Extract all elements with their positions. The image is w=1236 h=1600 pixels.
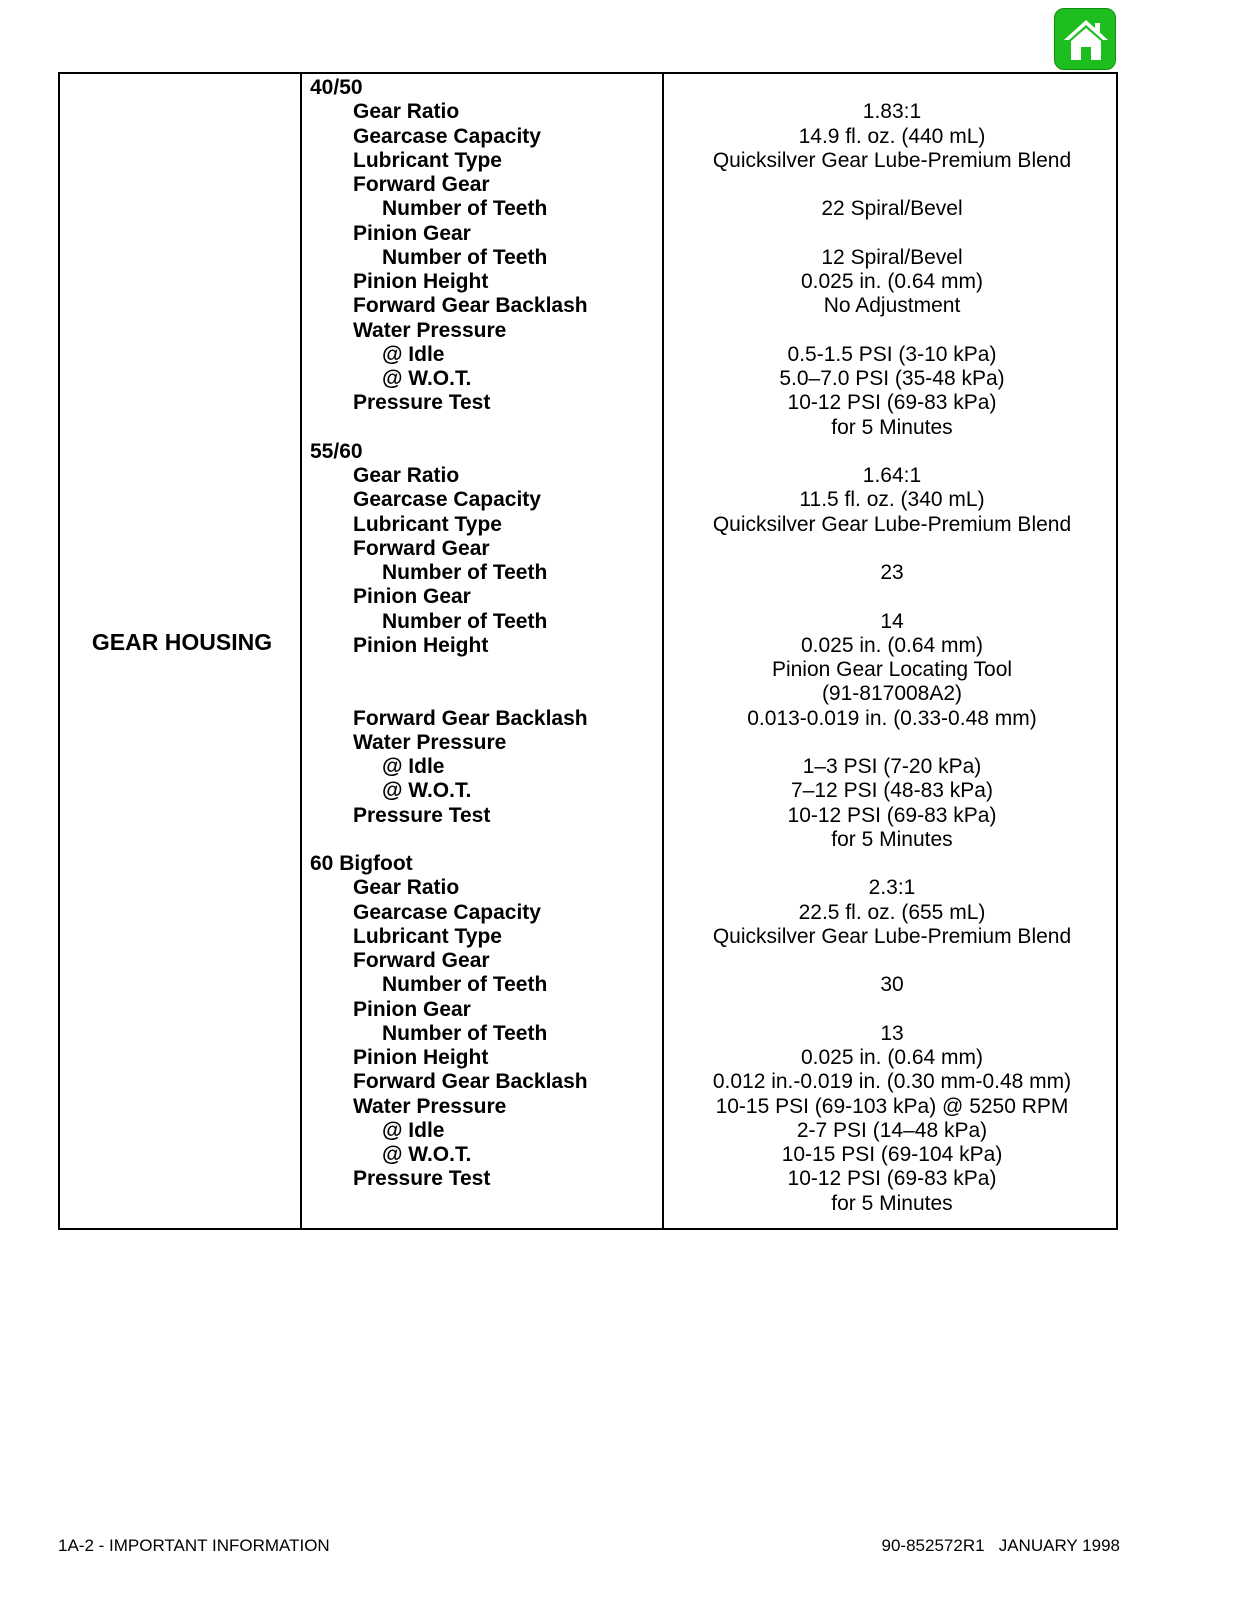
- spec-value: 2-7 PSI (14–48 kPa): [796, 1118, 988, 1142]
- spec-row: [60, 294, 1116, 319]
- spec-label: Gearcase Capacity: [353, 900, 541, 924]
- spec-row: [60, 537, 1116, 562]
- spec-value: 0.5-1.5 PSI (3-10 kPa): [787, 342, 997, 366]
- spec-label: Gear Ratio: [353, 876, 460, 900]
- spec-row: [60, 319, 1116, 344]
- spec-row: [60, 585, 1116, 610]
- spec-label: Pinion Gear: [353, 221, 471, 245]
- spec-row: [60, 76, 1116, 101]
- spec-row: [60, 1022, 1116, 1047]
- spec-value: 30: [880, 973, 904, 997]
- spec-row: [60, 731, 1116, 756]
- spec-row: [60, 488, 1116, 513]
- spec-value: 1.64:1: [862, 464, 922, 487]
- spec-value: 23: [880, 561, 904, 584]
- spec-row: [60, 222, 1116, 247]
- spec-label: Pinion Gear: [353, 585, 471, 609]
- spec-label: @ Idle: [382, 342, 445, 366]
- spec-label: Pinion Gear: [353, 997, 471, 1021]
- spec-value: 22 Spiral/Bevel: [821, 197, 963, 221]
- spec-row: [60, 1046, 1116, 1071]
- spec-label: Number of Teeth: [382, 245, 548, 269]
- spec-row: [60, 149, 1116, 174]
- spec-row: [60, 682, 1116, 707]
- spec-value: Quicksilver Gear Lube-Premium Blend: [712, 512, 1072, 536]
- spec-value: 1–3 PSI (7-20 kPa): [802, 755, 982, 778]
- spec-row: [60, 755, 1116, 780]
- spec-label: Pressure Test: [353, 1167, 491, 1191]
- spec-value: 2.3:1: [868, 876, 916, 900]
- spec-label: @ W.O.T.: [382, 367, 472, 390]
- spec-row: [60, 876, 1116, 901]
- spec-label: Pinion Height: [353, 1046, 489, 1069]
- home-button[interactable]: [1054, 8, 1116, 70]
- spec-label: Number of Teeth: [382, 973, 548, 997]
- spec-row: [60, 828, 1116, 853]
- spec-label: Water Pressure: [353, 1094, 507, 1118]
- spec-label: Number of Teeth: [382, 609, 548, 633]
- model-heading: 40/50: [310, 76, 363, 99]
- spec-label: Forward Gear: [353, 536, 490, 560]
- spec-label: Pressure Test: [353, 803, 491, 827]
- spec-value: Pinion Gear Locating Tool: [771, 658, 1013, 681]
- spec-row: [60, 658, 1116, 683]
- spec-value: 5.0–7.0 PSI (35-48 kPa): [779, 367, 1005, 390]
- spec-label: Water Pressure: [353, 730, 507, 754]
- spec-label: @ W.O.T.: [382, 1143, 472, 1166]
- spec-row: [60, 100, 1116, 125]
- spec-row: [60, 367, 1116, 392]
- spec-row: [60, 1119, 1116, 1144]
- spec-row: [60, 197, 1116, 222]
- spec-label: Forward Gear Backlash: [353, 294, 588, 318]
- footer-doc-info: 90-852572R1 JANUARY 1998: [881, 1536, 1120, 1555]
- spec-label: Forward Gear: [353, 949, 490, 972]
- spec-row: [60, 779, 1116, 804]
- spec-label: @ W.O.T.: [382, 779, 472, 803]
- spec-row: [60, 998, 1116, 1023]
- spec-row: [60, 973, 1116, 998]
- spec-row: [60, 852, 1116, 877]
- spec-label: Forward Gear: [353, 173, 490, 196]
- spec-row: [60, 173, 1116, 198]
- spec-row: [60, 561, 1116, 586]
- spec-label: Number of Teeth: [382, 561, 548, 584]
- spec-label: Gearcase Capacity: [353, 124, 541, 148]
- spec-row: [60, 804, 1116, 829]
- spec-label: Pressure Test: [353, 391, 491, 415]
- spec-row: [60, 1070, 1116, 1095]
- spec-row: [60, 1095, 1116, 1120]
- footer-section-label: 1A-2 - IMPORTANT INFORMATION: [58, 1536, 330, 1555]
- spec-value: 14.9 fl. oz. (440 mL): [798, 124, 986, 148]
- spec-label: Number of Teeth: [382, 1021, 548, 1045]
- spec-value: for 5 Minutes: [831, 1191, 953, 1215]
- spec-row: [60, 125, 1116, 150]
- spec-row: [60, 610, 1116, 635]
- spec-value: 0.013-0.019 in. (0.33-0.48 mm): [747, 706, 1037, 730]
- spec-row: [60, 270, 1116, 295]
- spec-value: 0.025 in. (0.64 mm): [800, 633, 984, 657]
- spec-label: Forward Gear Backlash: [353, 706, 588, 730]
- spec-value: 10-12 PSI (69-83 kPa): [787, 803, 997, 827]
- spec-label: @ Idle: [382, 755, 445, 778]
- spec-row: [60, 925, 1116, 950]
- spec-row: [60, 246, 1116, 271]
- spec-row: [60, 901, 1116, 926]
- spec-value: 11.5 fl. oz. (340 mL): [799, 488, 985, 512]
- spec-row: [60, 416, 1116, 441]
- model-heading: 60 Bigfoot: [310, 852, 413, 875]
- spec-row: [60, 1167, 1116, 1192]
- spec-value: 7–12 PSI (48-83 kPa): [791, 779, 993, 803]
- spec-label: Gear Ratio: [353, 100, 460, 124]
- spec-value: 10-15 PSI (69-103 kPa) @ 5250 RPM: [715, 1094, 1069, 1118]
- spec-row: [60, 949, 1116, 974]
- spec-row: [60, 440, 1116, 465]
- model-heading: 55/60: [310, 439, 363, 463]
- spec-value: 0.025 in. (0.64 mm): [800, 1046, 984, 1069]
- spec-row: [60, 1192, 1116, 1217]
- spec-label: Pinion Height: [353, 633, 489, 657]
- spec-label: Lubricant Type: [353, 512, 502, 536]
- spec-value: 22.5 fl. oz. (655 mL): [798, 900, 986, 924]
- spec-value: No Adjustment: [823, 294, 961, 318]
- spec-label: @ Idle: [382, 1118, 445, 1142]
- spec-row: [60, 513, 1116, 538]
- spec-label: Forward Gear Backlash: [353, 1070, 588, 1094]
- spec-row: [60, 464, 1116, 489]
- spec-value: 0.025 in. (0.64 mm): [800, 270, 984, 293]
- spec-label: Water Pressure: [353, 318, 507, 342]
- spec-label: Number of Teeth: [382, 197, 548, 221]
- spec-row: [60, 343, 1116, 368]
- spec-value: (91-817008A2): [821, 682, 963, 706]
- spec-label: Lubricant Type: [353, 148, 502, 172]
- spec-value: Quicksilver Gear Lube-Premium Blend: [712, 924, 1072, 948]
- spec-value: 1.83:1: [862, 100, 922, 124]
- spec-label: Pinion Height: [353, 270, 489, 293]
- spec-value: 0.012 in.-0.019 in. (0.30 mm-0.48 mm): [712, 1070, 1072, 1094]
- spec-value: Quicksilver Gear Lube-Premium Blend: [712, 148, 1072, 172]
- spec-value: 10-12 PSI (69-83 kPa): [787, 391, 997, 415]
- spec-row: [60, 391, 1116, 416]
- spec-row: [60, 707, 1116, 732]
- spec-label: Lubricant Type: [353, 924, 502, 948]
- spec-value: 13: [880, 1021, 904, 1045]
- home-icon: [1060, 14, 1112, 66]
- spec-value: for 5 Minutes: [831, 827, 953, 851]
- spec-label: Gearcase Capacity: [353, 488, 541, 512]
- spec-value: for 5 Minutes: [831, 415, 953, 439]
- spec-value: 10-15 PSI (69-104 kPa): [781, 1143, 1003, 1166]
- section-label: GEAR HOUSING: [91, 629, 273, 655]
- spec-value: 12 Spiral/Bevel: [821, 245, 963, 269]
- spec-value: 14: [880, 609, 904, 633]
- spec-table: [58, 72, 1118, 1230]
- spec-label: Gear Ratio: [353, 464, 460, 487]
- spec-value: 10-12 PSI (69-83 kPa): [787, 1167, 997, 1191]
- spec-row: [60, 634, 1116, 659]
- spec-row: [60, 1143, 1116, 1168]
